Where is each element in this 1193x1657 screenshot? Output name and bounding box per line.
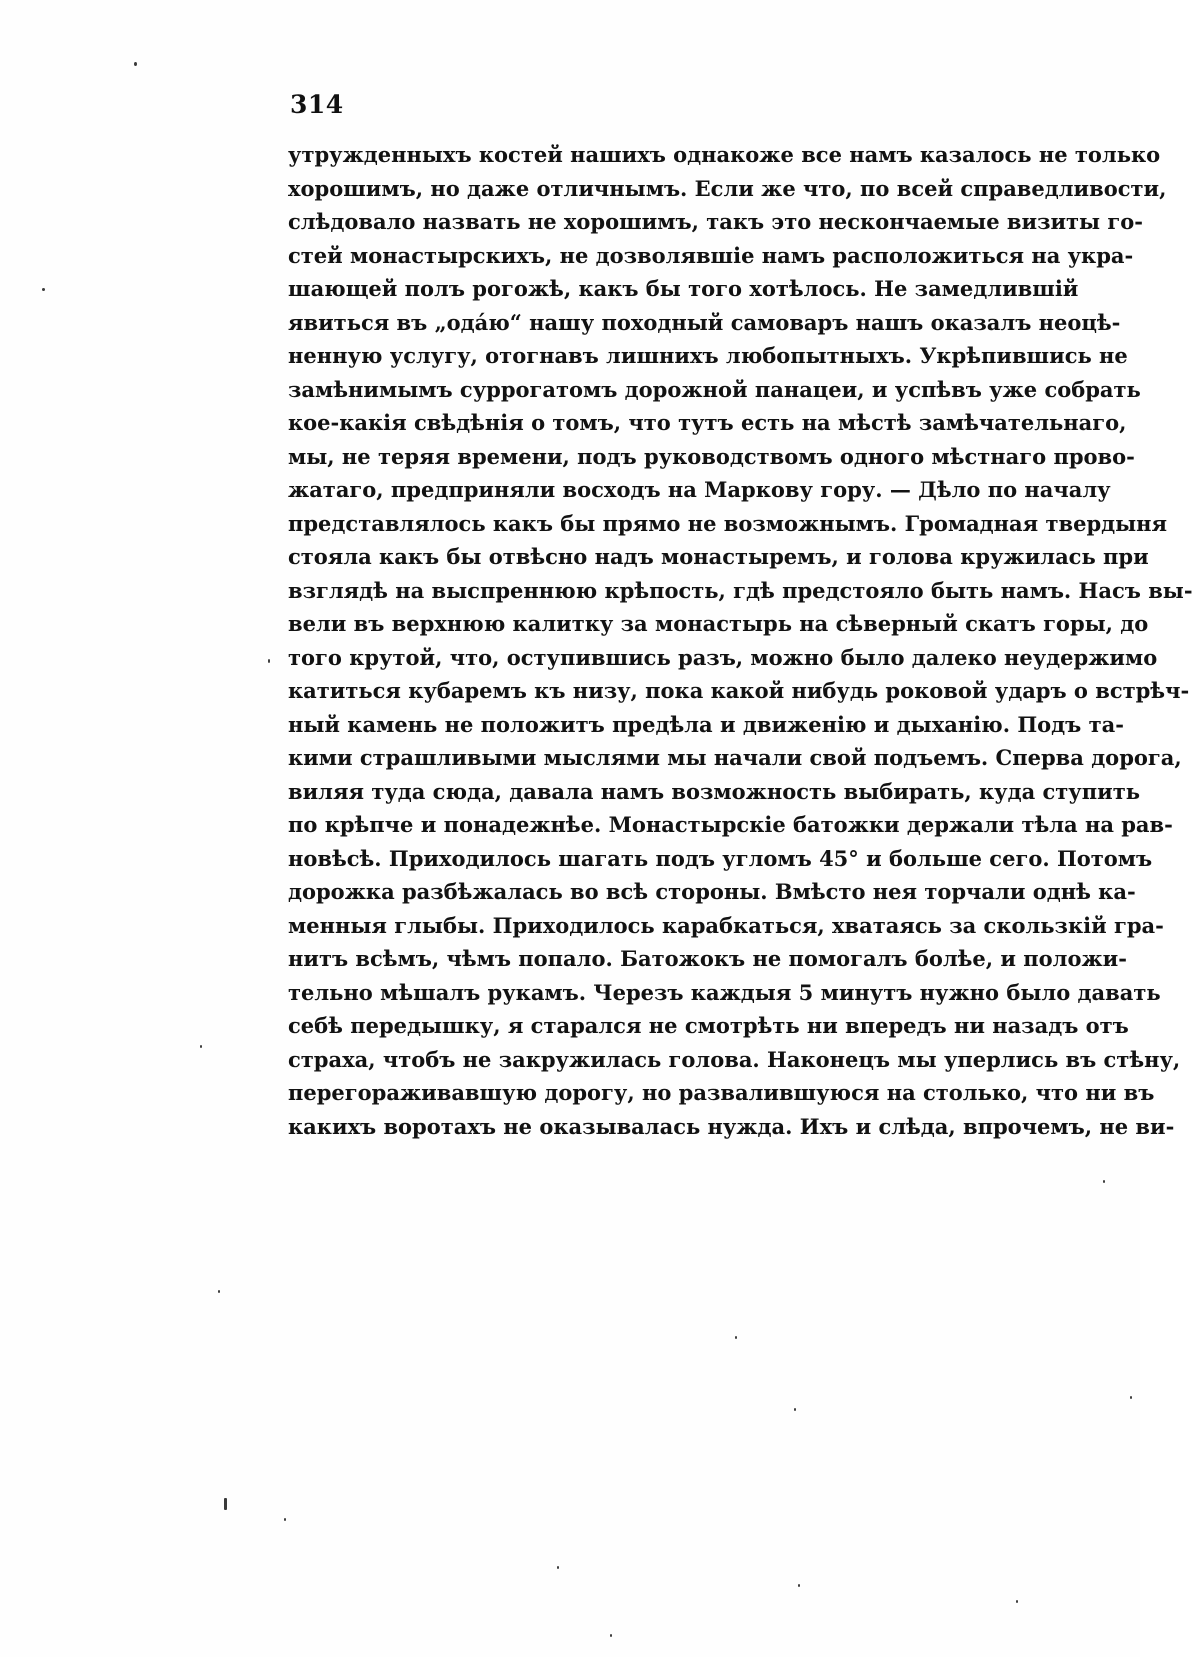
text-line: утружденныхъ костей нашихъ однакоже все намъ казалось не только bbox=[288, 142, 1161, 167]
scan-speck bbox=[134, 62, 137, 66]
scan-speck bbox=[1016, 1600, 1018, 1603]
text-line: тельно мѣшалъ рукамъ. Черезъ каждыя 5 минутъ нужно было давать bbox=[288, 979, 1161, 1005]
scan-speck bbox=[284, 1518, 286, 1521]
scan-speck bbox=[735, 1336, 737, 1339]
text-line: стей монастырскихъ, не дозволявшіе намъ расположиться на укра- bbox=[288, 242, 1134, 268]
text-line: шающей полъ рогожѣ, какъ бы того хотѣлось. Не замедлившій bbox=[288, 276, 1079, 301]
page-number: 314 bbox=[290, 90, 344, 119]
scan-speck bbox=[268, 659, 270, 663]
text-line: взглядѣ на выспреннюю крѣпость, гдѣ предстояло быть намъ. Насъ вы- bbox=[288, 577, 1193, 603]
text-line: вели въ верхнюю калитку за монастырь на сѣверный скатъ горы, до bbox=[288, 611, 1149, 636]
text-line: кими страшливыми мыслями мы начали свой подъемъ. Сперва дорога, bbox=[288, 745, 1182, 770]
text-line: ный камень не положитъ предѣла и движенію и дыханію. Подъ та- bbox=[288, 711, 1124, 737]
text-line: перегораживавшую дорогу, но развалившуюся на столько, что ни въ bbox=[288, 1080, 1155, 1105]
text-line: жатаго, предприняли восходъ на Маркову гору. — Дѣло по началу bbox=[288, 477, 1111, 502]
scan-speck bbox=[42, 288, 45, 291]
text-line: нитъ всѣмъ, чѣмъ попало. Батожокъ не помогалъ болѣе, и положи- bbox=[288, 946, 1127, 971]
text-line: замѣнимымъ суррогатомъ дорожной панацеи, и успѣвъ уже собрать bbox=[288, 376, 1141, 402]
scan-speck bbox=[224, 1498, 227, 1510]
text-line: себѣ передышку, я старался не смотрѣть ни впередъ ни назадъ отъ bbox=[288, 1013, 1129, 1038]
text-line: менныя глыбы. Приходилось карабкаться, хватаясь за скользкій гра- bbox=[288, 912, 1164, 938]
scan-speck bbox=[798, 1584, 800, 1587]
text-line: представлялось какъ бы прямо не возможнымъ. Громадная твердыня bbox=[288, 510, 1168, 536]
scan-speck bbox=[610, 1634, 612, 1637]
text-line: слѣдовало назвать не хорошимъ, такъ это нескончаемые визиты го- bbox=[288, 209, 1144, 234]
text-line: стояла какъ бы отвѣсно надъ монастыремъ, и голова кружилась при bbox=[288, 544, 1149, 569]
text-line: по крѣпче и понадежнѣе. Монастырскіе батожки держали тѣла на рав- bbox=[288, 812, 1173, 837]
scan-speck bbox=[794, 1408, 796, 1411]
text-line: того крутой, что, оступившись разъ, можно было далеко неудержимо bbox=[288, 644, 1158, 670]
text-line: кое-какія свѣдѣнія о томъ, что тутъ есть на мѣстѣ замѣчательнаго, bbox=[288, 410, 1127, 435]
text-line: виляя туда сюда, давала намъ возможность выбирать, куда ступить bbox=[288, 778, 1140, 804]
text-line: явиться въ „одáю“ нашу походный самоваръ нашъ оказалъ неоцѣ- bbox=[288, 309, 1121, 335]
text-line: хорошимъ, но даже отличнымъ. Если же что, по всей справедливости, bbox=[288, 175, 1167, 201]
scan-speck bbox=[557, 1566, 559, 1569]
text-line: мы, не теряя времени, подъ руководствомъ одного мѣстнаго прово- bbox=[288, 443, 1135, 469]
scan-speck bbox=[1130, 1396, 1132, 1399]
text-line: страха, чтобъ не закружилась голова. Наконецъ мы уперлись въ стѣну, bbox=[288, 1046, 1181, 1072]
text-line: новѣсѣ. Приходилось шагать подъ угломъ 45° и больше сего. Потомъ bbox=[288, 845, 1153, 871]
scan-speck bbox=[218, 1290, 220, 1293]
text-line: катиться кубаремъ къ низу, пока какой нибудь роковой ударъ о встрѣч- bbox=[288, 678, 1190, 703]
text-line: дорожка разбѣжалась во всѣ стороны. Вмѣсто нея торчали однѣ ка- bbox=[288, 879, 1136, 904]
body-text bbox=[288, 138, 1193, 1143]
scan-speck bbox=[200, 1045, 202, 1048]
scan-speck bbox=[1103, 1180, 1105, 1183]
text-line: ненную услугу, отогнавъ лишнихъ любопытныхъ. Укрѣпившись не bbox=[288, 343, 1128, 368]
text-line: какихъ воротахъ не оказывалась нужда. Ихъ и слѣда, впрочемъ, не ви- bbox=[288, 1113, 1175, 1139]
